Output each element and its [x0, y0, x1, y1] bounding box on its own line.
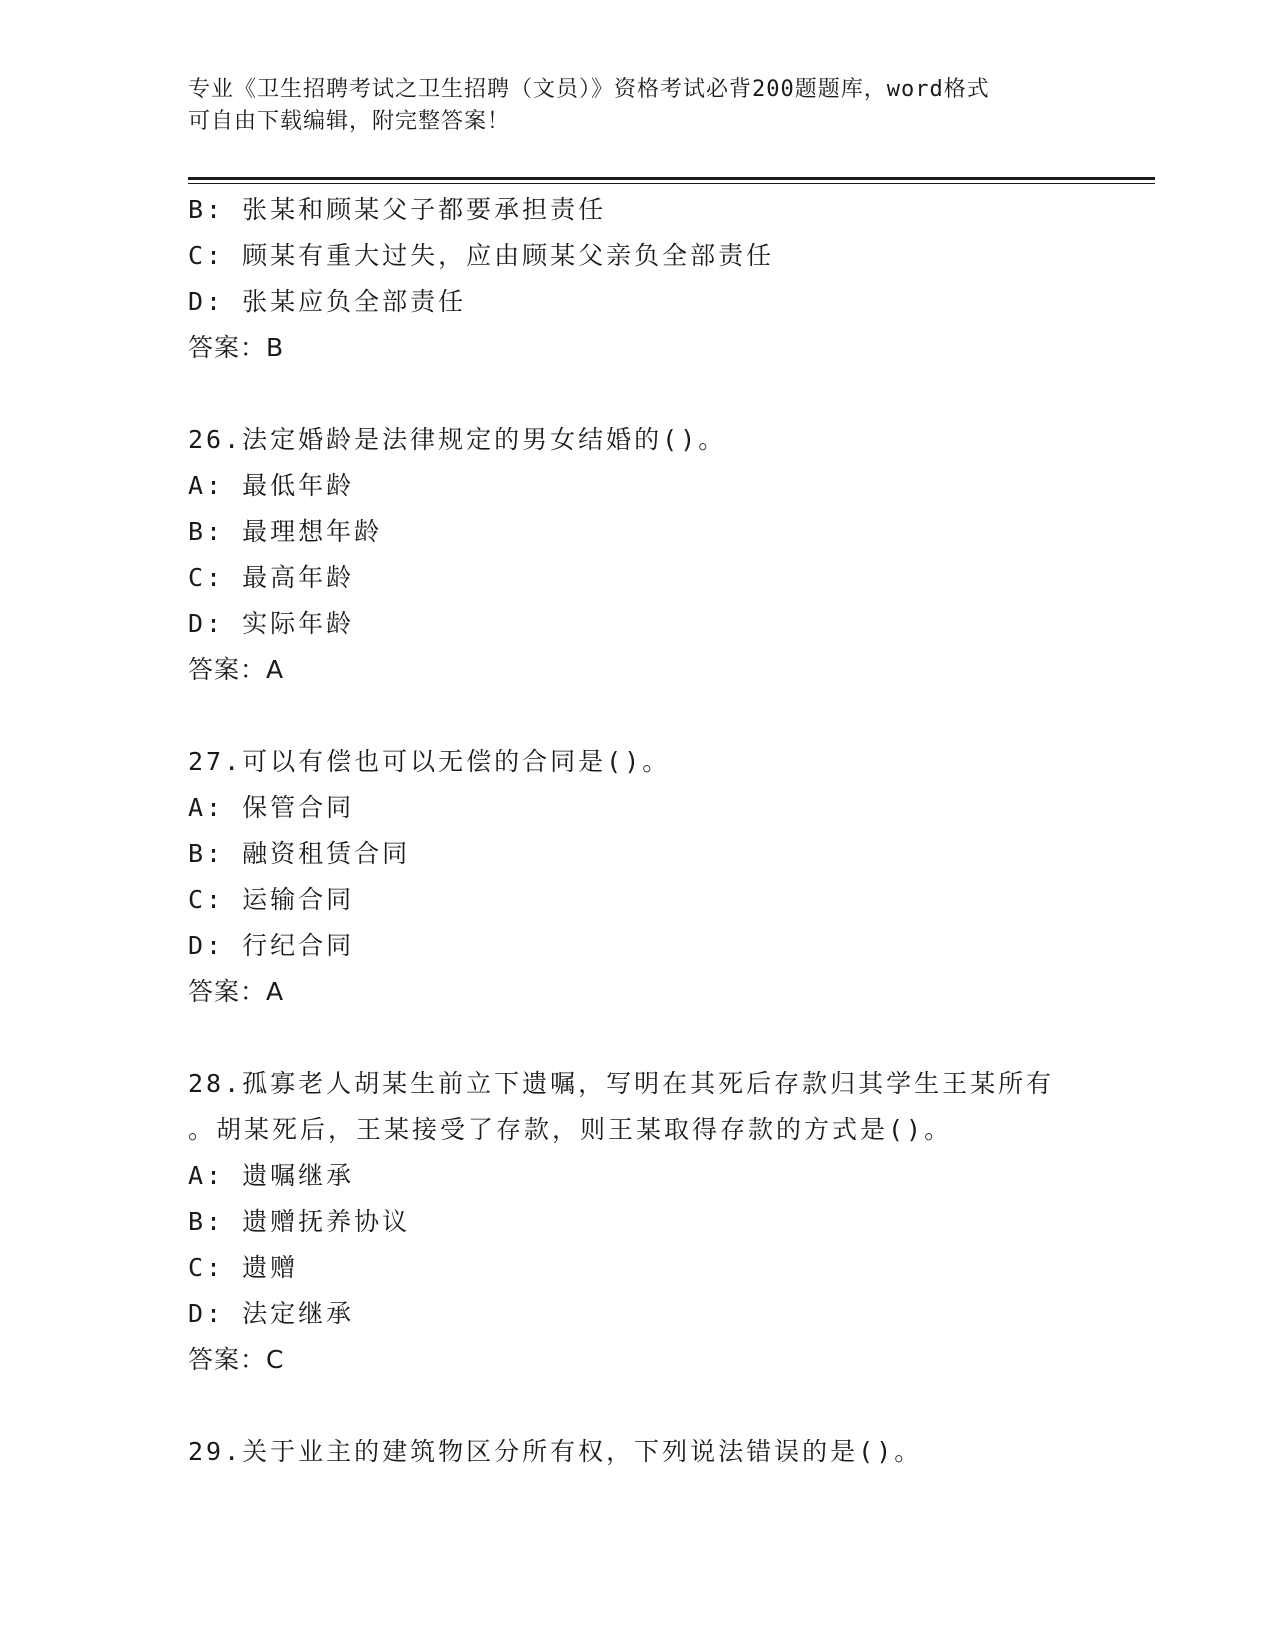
- option-c: C: 最高年龄: [188, 563, 355, 592]
- option-b: B: 最理想年龄: [188, 517, 383, 546]
- header-divider-thick: [188, 177, 1155, 180]
- question-26: [188, 417, 1088, 693]
- option-b: B: 张某和顾某父子都要承担责任: [188, 195, 607, 224]
- question-list: [188, 187, 1088, 1475]
- question-stem-line-1: 28.孤寡老人胡某生前立下遗嘱，写明在其死后存款归其学生王某所有: [188, 1069, 1055, 1098]
- question-25: [188, 187, 1088, 371]
- question-stem: 29.关于业主的建筑物区分所有权，下列说法错误的是()。: [188, 1437, 923, 1466]
- option-c: C: 运输合同: [188, 885, 355, 914]
- question-27: [188, 739, 1088, 1015]
- question-stem: 27.可以有偿也可以无偿的合同是()。: [188, 747, 671, 776]
- question-stem-line-2: 。胡某死后，王某接受了存款，则王某取得存款的方式是()。: [188, 1115, 953, 1144]
- spacer: [188, 371, 1088, 417]
- answer: 答案：A: [188, 655, 285, 684]
- answer: 答案：C: [188, 1345, 285, 1374]
- option-b: B: 融资租赁合同: [188, 839, 411, 868]
- header-title-line-2: 可自由下载编辑，附完整答案！: [188, 109, 511, 134]
- option-c: C: 顾某有重大过失，应由顾某父亲负全部责任: [188, 241, 775, 270]
- question-28: [188, 1061, 1088, 1383]
- option-d: D: 行纪合同: [188, 931, 355, 960]
- option-c: C: 遗赠: [188, 1253, 299, 1282]
- document-header: [188, 74, 1088, 138]
- answer: 答案：B: [188, 333, 285, 362]
- spacer: [188, 1383, 1088, 1429]
- option-d: D: 实际年龄: [188, 609, 355, 638]
- option-b: B: 遗赠抚养协议: [188, 1207, 411, 1236]
- spacer: [188, 693, 1088, 739]
- option-a: A: 保管合同: [188, 793, 355, 822]
- option-d: D: 张某应负全部责任: [188, 287, 467, 316]
- header-divider-thin: [188, 183, 1155, 184]
- answer: 答案：A: [188, 977, 285, 1006]
- question-29: [188, 1429, 1088, 1475]
- option-a: A: 遗嘱继承: [188, 1161, 355, 1190]
- spacer: [188, 1015, 1088, 1061]
- option-a: A: 最低年龄: [188, 471, 355, 500]
- option-d: D: 法定继承: [188, 1299, 355, 1328]
- header-title-line-1: 专业《卫生招聘考试之卫生招聘（文员）》资格考试必背200题题库，word格式: [188, 77, 990, 102]
- question-stem: 26.法定婚龄是法律规定的男女结婚的()。: [188, 425, 727, 454]
